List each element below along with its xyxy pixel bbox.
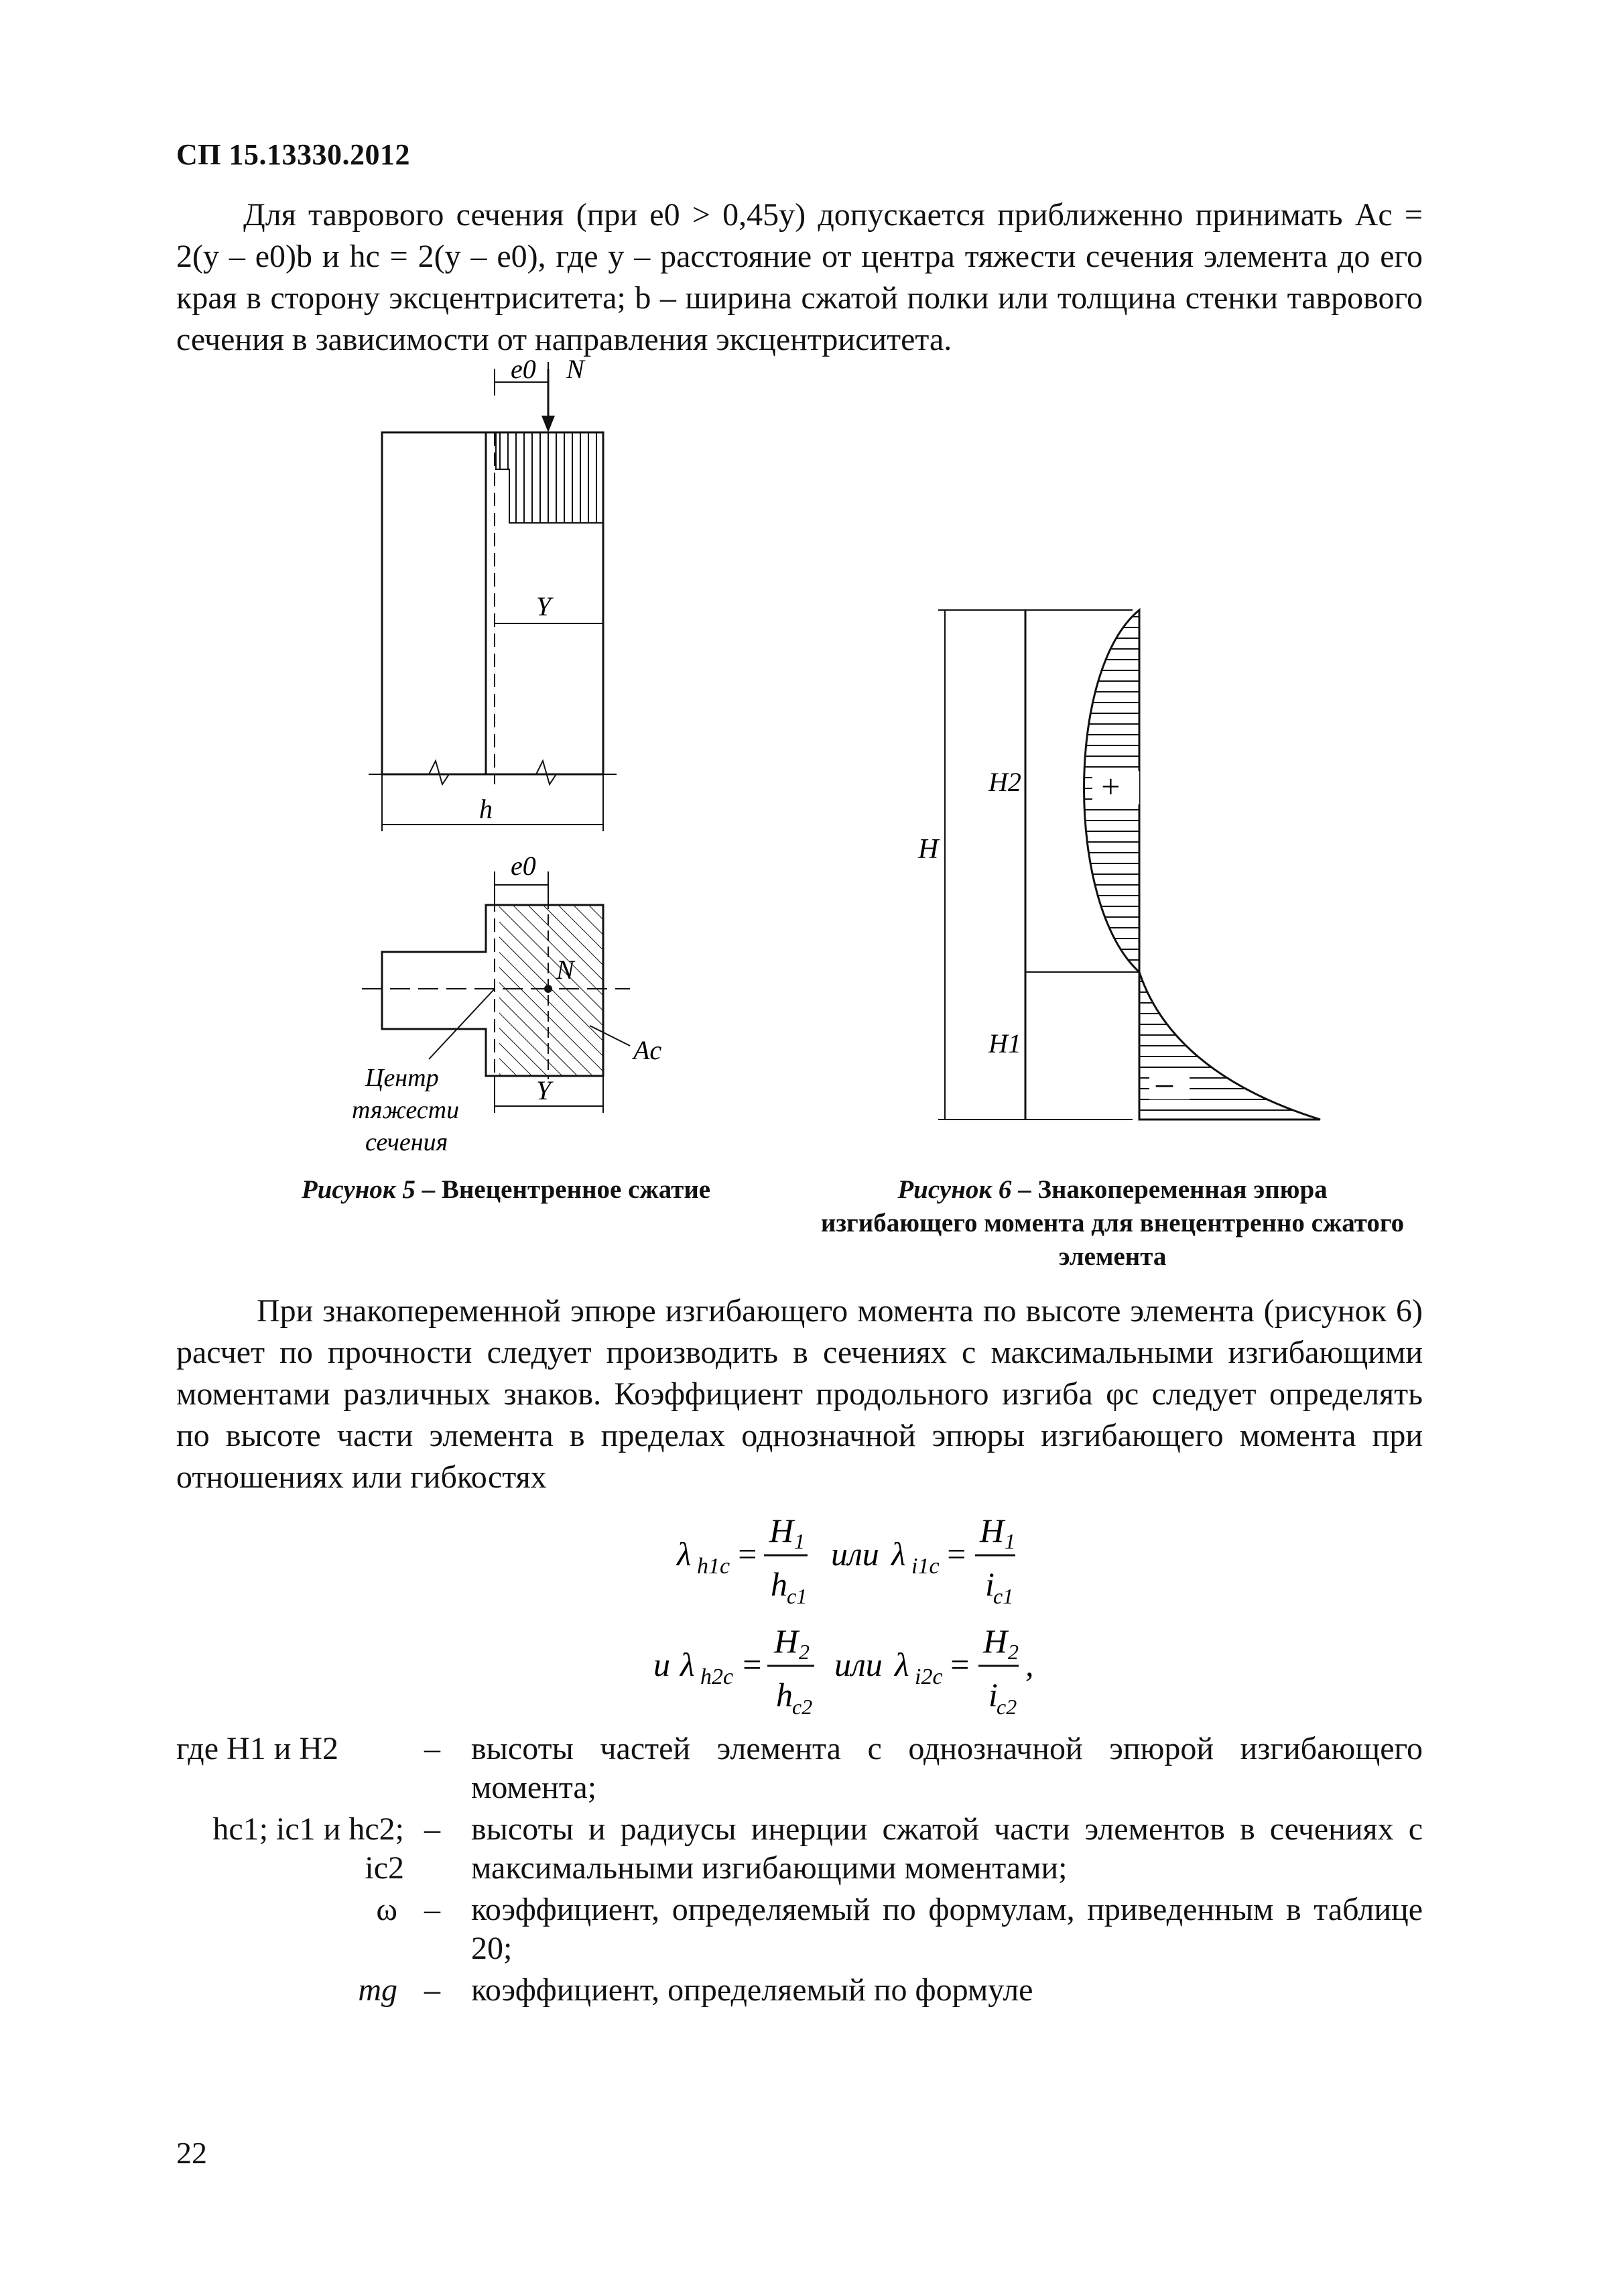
document-header: СП 15.13330.2012	[176, 138, 410, 171]
svg-text:i2c: i2c	[915, 1665, 943, 1689]
figure-6-caption-line1: – Знакопеременная эпюра	[1011, 1175, 1328, 1204]
symbol-legend	[176, 1730, 1423, 2105]
figure-6-moment-diagram	[891, 590, 1360, 1140]
label-H2: H2	[988, 767, 1021, 797]
figure-5-caption-prefix: Рисунок 5	[301, 1175, 415, 1204]
intro-paragraph-text: Для таврового сечения (при e0 > 0,45y) допускается приближенно принимать Ac = 2(y – e0)b и hc = 2(y – e0), где y – расстояние от центра тяжести сечения элемента до его края в сторону эксцентриситета; b – ширина сжатой полки или толщина стенки таврового сечения в зависимости от направления эксцентриситета.	[176, 197, 1423, 357]
svg-text:H: H	[980, 1512, 1005, 1549]
svg-text:=: =	[945, 1535, 968, 1573]
svg-text:c1: c1	[787, 1584, 808, 1608]
legend-item: hc1; ic1 и hc2; ic2 – высоты и радиусы инерции сжатой части элементов в сечениях с максимальными изгибающими моментами;	[176, 1810, 1423, 1890]
svg-text:λ: λ	[891, 1535, 906, 1573]
svg-text:H: H	[983, 1622, 1008, 1660]
label-Y-top: Y	[536, 591, 552, 621]
page-number: 22	[176, 2136, 207, 2170]
label-N-bottom: N	[556, 955, 574, 985]
label-H: H	[918, 834, 939, 865]
formula-and: и	[653, 1646, 670, 1683]
svg-text:h: h	[771, 1565, 787, 1603]
svg-text:h1c: h1c	[697, 1554, 730, 1579]
legend-symbol: hc1; ic1 и hc2; ic2	[212, 1811, 404, 1886]
slenderness-formulas	[643, 1505, 1112, 1733]
legend-text: коэффициент, определяемый по формуле	[471, 1972, 1033, 2008]
svg-text:h2c: h2c	[700, 1665, 734, 1689]
label-plus: +	[1099, 768, 1122, 805]
svg-text:,: ,	[1025, 1646, 1034, 1683]
body-paragraph-text: При знакопеременной эпюре изгибающего момента по высоте элемента (рисунок 6) расчет по прочности следует производить в сечениях с максимальными изгибающими моментами различных знаков. Коэффициент продольного изгиба φc следует определять по высоте части элемента в пределах однозначной эпюры изгибающего момента при отношениях или гибкостях	[176, 1293, 1423, 1495]
label-center-2: тяжести	[352, 1096, 460, 1124]
svg-text:i1c: i1c	[911, 1554, 940, 1579]
figure-5-caption	[255, 1173, 757, 1207]
body-paragraph	[176, 1290, 1423, 1498]
intro-paragraph	[176, 194, 1423, 361]
legend-item: ω – коэффициент, определяемый по формулам, приведенным в таблице 20;	[176, 1890, 1423, 1971]
svg-text:c2: c2	[792, 1695, 813, 1719]
svg-text:λ: λ	[895, 1646, 909, 1683]
svg-text:λ: λ	[677, 1535, 692, 1573]
svg-text:=: =	[741, 1646, 763, 1683]
label-N-top: N	[566, 354, 584, 384]
figure-6-caption	[791, 1173, 1434, 1274]
figure-6-caption-line2: изгибающего момента для внецентренно сжатого	[820, 1209, 1405, 1237]
label-h: h	[479, 794, 493, 824]
legend-symbol: ω	[376, 1892, 397, 1927]
svg-text:c2: c2	[997, 1695, 1017, 1719]
svg-text:1: 1	[1005, 1529, 1015, 1553]
figure-5-caption-text: – Внецентренное сжатие	[415, 1175, 711, 1204]
legend-text: высоты частей элемента с однозначной эпюрой изгибающего момента;	[471, 1731, 1423, 1805]
figure-6-caption-line3: элемента	[1058, 1242, 1167, 1271]
legend-item: mg – коэффициент, определяемый по формуле	[176, 1971, 1423, 2018]
svg-text:H: H	[769, 1512, 794, 1549]
label-minus: –	[1156, 1064, 1173, 1101]
legend-text: высоты и радиусы инерции сжатой части элементов в сечениях с максимальными изгибающими моментами;	[471, 1811, 1423, 1886]
label-center-1: Центр	[365, 1064, 439, 1092]
svg-text:i: i	[988, 1676, 998, 1713]
formula-or-2: или	[834, 1646, 883, 1683]
svg-text:c1: c1	[993, 1584, 1014, 1608]
label-Y-bottom: Y	[536, 1075, 552, 1105]
legend-symbol: где H1 и H2	[176, 1731, 339, 1766]
svg-text:h: h	[776, 1676, 793, 1713]
legend-item: где H1 и H2 – высоты частей элемента с однозначной эпюрой изгибающего момента;	[176, 1730, 1423, 1810]
svg-text:=: =	[736, 1535, 759, 1573]
legend-text: коэффициент, определяемый по формулам, приведенным в таблице 20;	[471, 1892, 1423, 1966]
svg-text:H: H	[774, 1622, 799, 1660]
label-Ac: Ac	[633, 1035, 662, 1065]
svg-text:i: i	[985, 1565, 995, 1603]
label-center-3: сечения	[365, 1128, 448, 1156]
figure-6-caption-prefix: Рисунок 6	[897, 1175, 1012, 1204]
svg-text:2: 2	[1008, 1640, 1019, 1664]
legend-symbol: mg	[358, 1972, 397, 2008]
label-e0-top: e0	[511, 354, 536, 384]
svg-text:1: 1	[794, 1529, 805, 1553]
svg-text:λ: λ	[680, 1646, 695, 1683]
label-H1: H1	[988, 1028, 1021, 1059]
svg-text:2: 2	[799, 1640, 810, 1664]
label-e0-bottom: e0	[511, 851, 536, 881]
svg-text:=: =	[948, 1646, 971, 1683]
figure-5-eccentric-compression	[335, 349, 751, 1166]
formula-or-1: или	[831, 1535, 879, 1573]
